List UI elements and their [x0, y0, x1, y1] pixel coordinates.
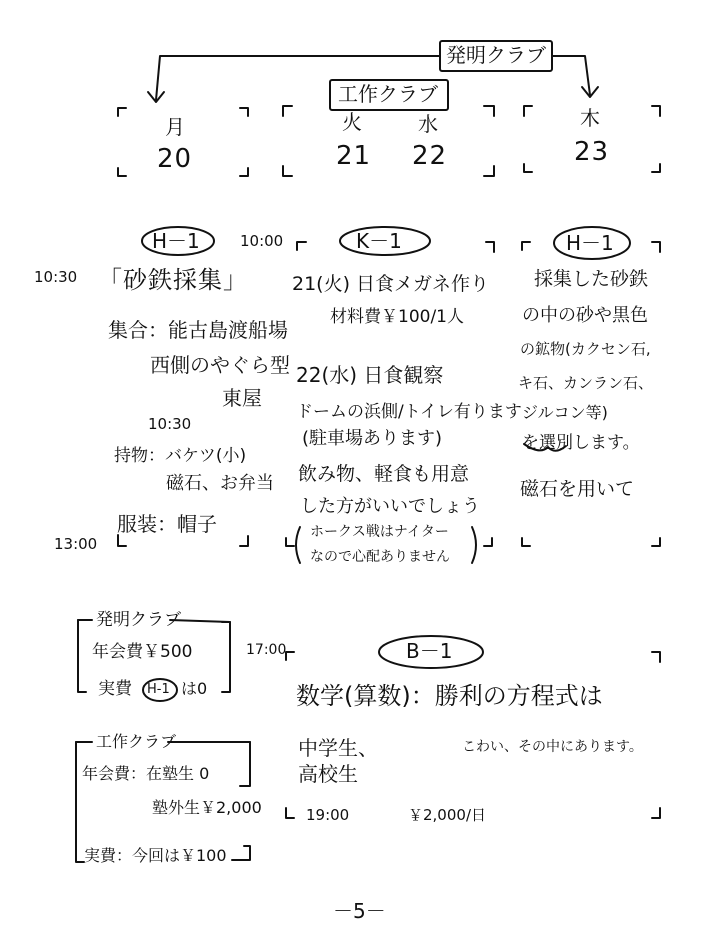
left-assembly-time: 10:30 — [148, 415, 192, 433]
right-line6: を選別します。 — [522, 433, 640, 453]
date-thu: 23 — [574, 137, 610, 167]
kousaku-title-bottom: 工作クラブ — [96, 732, 177, 751]
hatsumei-actual: 実費 — [98, 679, 132, 699]
center-line1: 21(火) 日食メガネ作り — [292, 273, 490, 295]
kousaku-fee: 年会費：在塾生 0 — [82, 764, 210, 783]
center-line6: 飲み物、軽食も用意 — [298, 463, 470, 485]
hatsumei-club-label: 発明クラブ — [446, 43, 546, 67]
time-1030-side: 10:30 — [34, 268, 78, 286]
left-assembly: 集合：能古島渡船場 — [108, 318, 288, 342]
time-1700: 17:00 — [246, 642, 287, 658]
center-line5: (駐車場あります) — [302, 428, 443, 449]
date-tue: 21 — [336, 141, 372, 171]
right-line2: の中の砂や黒色 — [522, 305, 648, 326]
time-1000: 10:00 — [240, 232, 284, 250]
note-right-paren — [472, 527, 476, 563]
right-line3: の鉱物(カクセン石, — [520, 340, 651, 358]
course-title: 数学(算数)：勝利の方程式は — [296, 682, 603, 710]
weekday-wed: 水 — [418, 112, 438, 136]
weekday-mon: 月 — [165, 115, 185, 139]
hatsumei-actual-room: H-1 — [147, 682, 170, 697]
hatsumei-title-bottom: 発明クラブ — [96, 610, 181, 630]
left-clothing: 服装：帽子 — [117, 512, 217, 536]
students-high: 高校生 — [298, 762, 358, 786]
page-number: －5－ — [333, 899, 386, 923]
time-1900: 19:00 — [306, 806, 350, 824]
room-b1: B－1 — [406, 639, 453, 663]
kousaku-fee2: 塾外生￥2,000 — [152, 798, 262, 817]
hatsumei-actual-suffix: は0 — [181, 679, 208, 698]
scary-note: こわい、その中にあります。 — [462, 739, 643, 755]
note-left-paren — [296, 527, 300, 563]
room-h1-left: H－1 — [152, 229, 200, 253]
kousaku-club-label: 工作クラブ — [338, 82, 438, 106]
students-middle: 中学生、 — [298, 736, 378, 760]
kousaku-actual: 実費：今回は￥100 — [84, 846, 227, 865]
right-line4: キ石、カンラン石、 — [518, 374, 654, 392]
date-wed: 22 — [412, 141, 448, 171]
right-line5: ジルコン等) — [522, 403, 608, 422]
time-1300: 13:00 — [54, 535, 98, 553]
center-note2: なので心配ありません — [310, 549, 450, 565]
center-note1: ホークス戦はナイター — [310, 524, 449, 540]
left-assembly-3: 東屋 — [222, 386, 262, 410]
hatsumei-fee: 年会費￥500 — [92, 642, 193, 662]
left-title: 「砂鉄採集」 — [98, 266, 248, 294]
weekday-thu: 木 — [580, 106, 600, 130]
right-line1: 採集した砂鉄 — [534, 268, 649, 290]
date-mon: 20 — [157, 144, 193, 174]
kousaku-bracket — [76, 742, 84, 862]
weekday-tue: 火 — [342, 110, 362, 134]
left-items-2: 磁石、お弁当 — [166, 473, 274, 494]
left-items: 持物：バケツ(小) — [114, 446, 247, 466]
center-line4: ドームの浜側/トイレ有ります — [296, 402, 522, 422]
room-k1: K－1 — [356, 229, 402, 253]
left-assembly-2: 西側のやぐら型 — [150, 353, 290, 377]
hatsumei-bracket-right — [222, 622, 230, 692]
room-h1-right: H－1 — [566, 231, 614, 255]
center-line7: した方がいいでしょう — [300, 496, 480, 517]
center-line2: 材料費￥100/1人 — [330, 307, 464, 327]
hatsumei-bracket-left — [78, 620, 86, 692]
price-per-day: ￥2,000/日 — [408, 806, 486, 824]
center-line3: 22(水) 日食観察 — [296, 363, 444, 387]
right-line7: 磁石を用いて — [520, 478, 635, 500]
